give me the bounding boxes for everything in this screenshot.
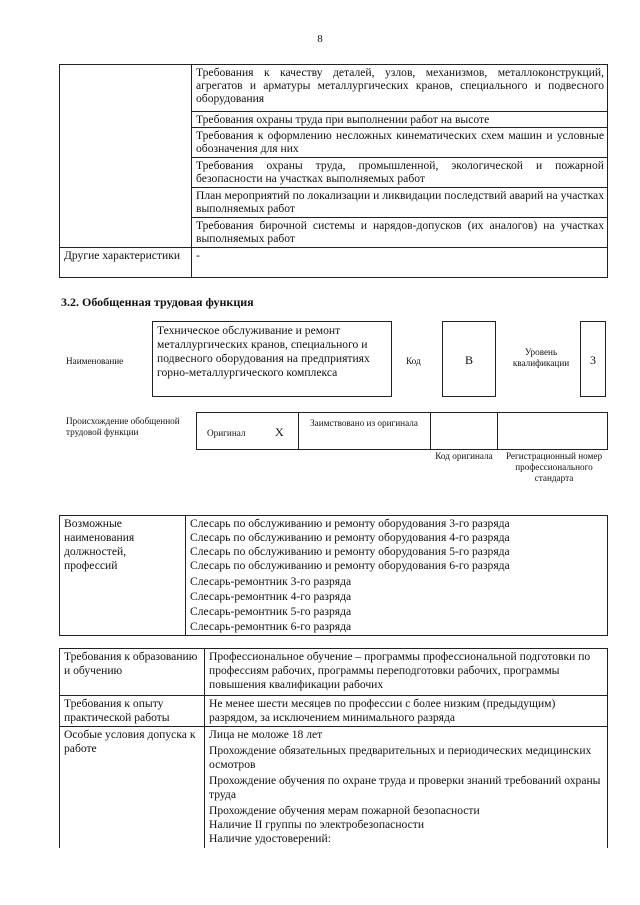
positions-label: Возможные наименования должностей, профессий <box>60 516 186 636</box>
borrowed-label: Заимствовано из оригинала <box>310 418 418 428</box>
empty-cell <box>60 65 192 248</box>
experience-label: Требования к опыту практической работы <box>60 696 205 727</box>
conditions-list <box>205 727 608 849</box>
other-characteristics-value: - <box>192 248 608 278</box>
list-item: Лица не моложе 18 лет <box>209 728 323 741</box>
divider <box>298 413 299 449</box>
table-row <box>60 248 608 278</box>
list-item: Слесарь-ремонтник 4-го разряда <box>190 590 352 603</box>
knowledge-item: План мероприятий по локализации и ликвидации последствий аварий на участках выполняемых работ <box>192 188 608 218</box>
code-original-caption: Код оригинала <box>435 451 493 461</box>
section-title: 3.2. Обобщенная трудовая функция <box>61 295 254 309</box>
experience-value: Не менее шести месяцев по профессии с более низким (предыдущим) разрядом, за исключением минимального разряда <box>205 696 608 727</box>
conditions-label: Особые условия допуска к работе <box>60 727 205 849</box>
naming-label: Наименование <box>66 356 124 366</box>
list-item: Наличие II группы по электробезопасности <box>209 818 425 831</box>
origin-box <box>196 412 608 450</box>
list-item: Слесарь-ремонтник 3-го разряда <box>190 575 352 588</box>
positions-list <box>186 516 608 636</box>
knowledge-item: Требования охраны труда при выполнении работ на высоте <box>192 112 608 128</box>
education-value: Профессиональное обучение – программы профессиональной подготовки по профессиям рабочих, программы переподготовки рабочих, программы повышения квалификации рабочих <box>205 649 608 696</box>
list-item: Слесарь-ремонтник 5-го разряда <box>190 605 352 618</box>
list-item: Слесарь-ремонтник 6-го разряда <box>190 620 352 633</box>
list-item: Слесарь по обслуживанию и ремонту оборудования 5-го разряда <box>190 545 510 558</box>
code-label: Код <box>406 356 421 366</box>
list-item: Наличие удостоверений: <box>209 832 331 845</box>
list-item: Слесарь по обслуживанию и ремонту оборудования 3-го разряда <box>190 517 510 530</box>
qualification-level-label: Уровень квалификации <box>512 347 570 368</box>
education-label: Требования к образованию и обучению <box>60 649 205 696</box>
knowledge-item: Требования охраны труда, промышленной, экологической и пожарной безопасности на участках выполняемых работ <box>192 158 608 188</box>
list-item: Слесарь по обслуживанию и ремонту оборудования 4-го разряда <box>190 531 510 544</box>
divider <box>430 413 431 449</box>
original-mark: X <box>275 425 284 439</box>
knowledge-item: Требования к качеству деталей, узлов, механизмов, металлоконструкций, агрегатов и арматуры металлургических кранов, специального и подвесного оборудования <box>192 65 608 112</box>
origin-label: Происхождение обобщенной трудовой функции <box>66 416 180 437</box>
original-label: Оригинал <box>207 428 246 438</box>
qualification-level-box <box>580 321 606 397</box>
table-row <box>60 516 608 636</box>
qualification-level-value: 3 <box>590 353 596 367</box>
page-number: 8 <box>317 33 323 45</box>
list-item: Прохождение обязательных предварительных и периодических медицинских осмотров <box>209 744 592 771</box>
table-row <box>60 65 608 112</box>
code-value: B <box>464 353 473 367</box>
table-row <box>60 649 608 696</box>
code-box <box>442 321 496 397</box>
knowledge-item: Требования к оформлению несложных кинематических схем машин и условные обозначения для них <box>192 128 608 158</box>
knowledge-item: Требования бирочной системы и нарядов-допусков (их аналогов) на участках выполняемых работ <box>192 218 608 248</box>
knowledge-table <box>59 64 608 278</box>
requirements-table <box>59 648 608 848</box>
list-item: Слесарь по обслуживанию и ремонту оборудования 6-го разряда <box>190 559 510 572</box>
table-row <box>60 696 608 727</box>
list-item: Прохождение обучения мерам пожарной безопасности <box>209 804 480 817</box>
list-item: Прохождение обучения по охране труда и проверки знаний требований охраны труда <box>209 774 601 801</box>
other-characteristics-label: Другие характеристики <box>60 248 192 278</box>
registration-number-caption: Регистрационный номер профессионального стандарта <box>505 451 603 483</box>
divider <box>497 413 498 449</box>
function-name-box: Техническое обслуживание и ремонт металлургических кранов, специального и подвесного оборудования на предприятиях горно-металлургического комплекса <box>152 321 392 397</box>
table-row <box>60 727 608 849</box>
positions-table <box>59 515 608 636</box>
